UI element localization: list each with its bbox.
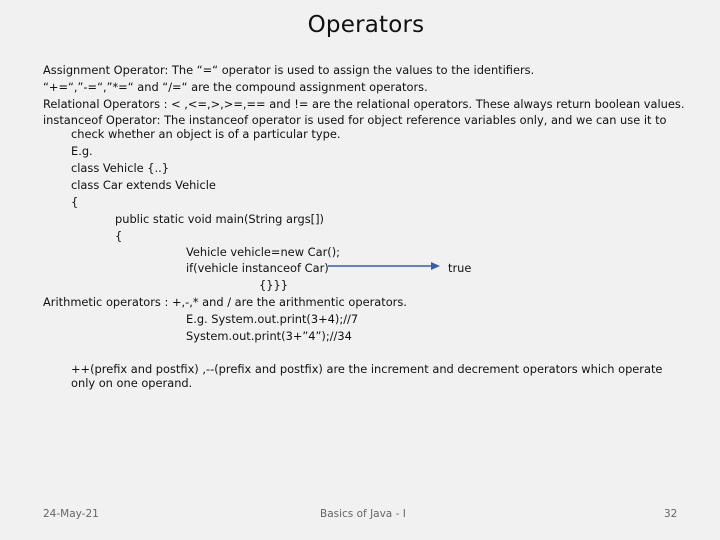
code-line-open-brace: { [71,195,79,209]
code-line-method-brace: { [115,229,123,243]
right-arrow-icon [328,259,440,273]
result-true-label: true [448,261,472,275]
code-line-new-car: Vehicle vehicle=new Car(); [186,245,340,259]
code-line-closing-braces: {}}} [259,278,288,292]
code-line-main-method: public static void main(String args[]) [115,212,324,226]
code-line-instanceof-check: if(vehicle instanceof Car) [186,261,329,275]
example-label: E.g. [71,144,93,158]
code-line-class-vehicle: class Vehicle {..} [71,161,169,175]
compound-assignment-line: “+=“,”-=“,”*=“ and “/=“ are the compound assignment operators. [43,80,428,94]
arithmetic-example-2: System.out.print(3+”4”);//34 [186,329,352,343]
relational-operators-line: Relational Operators : < ,<=,>,>=,== and != are the relational operators. These always return boolean values. [43,97,685,111]
arithmetic-example-1: E.g. System.out.print(3+4);//7 [186,312,359,326]
arithmetic-operators-line: Arithmetic operators : +,-,* and / are the arithmentic operators. [43,295,407,309]
footer-course-title: Basics of Java - I [320,508,406,520]
instanceof-operator-line: instanceof Operator: The instanceof operator is used for object reference variables only, and we can use it to [43,113,667,127]
assignment-operator-line: Assignment Operator: The “=“ operator is used to assign the values to the identifiers. [43,63,535,77]
code-line-class-car: class Car extends Vehicle [71,178,216,192]
instanceof-continuation-line: check whether an object is of a particular type. [71,127,341,141]
footer-date: 24-May-21 [43,508,99,520]
slide-title: Operators [307,12,425,38]
increment-decrement-continuation: only on one operand. [71,376,193,390]
footer-page-number: 32 [664,508,678,520]
increment-decrement-line: ++(prefix and postfix) ,--(prefix and postfix) are the increment and decrement operators which operate [71,362,663,376]
